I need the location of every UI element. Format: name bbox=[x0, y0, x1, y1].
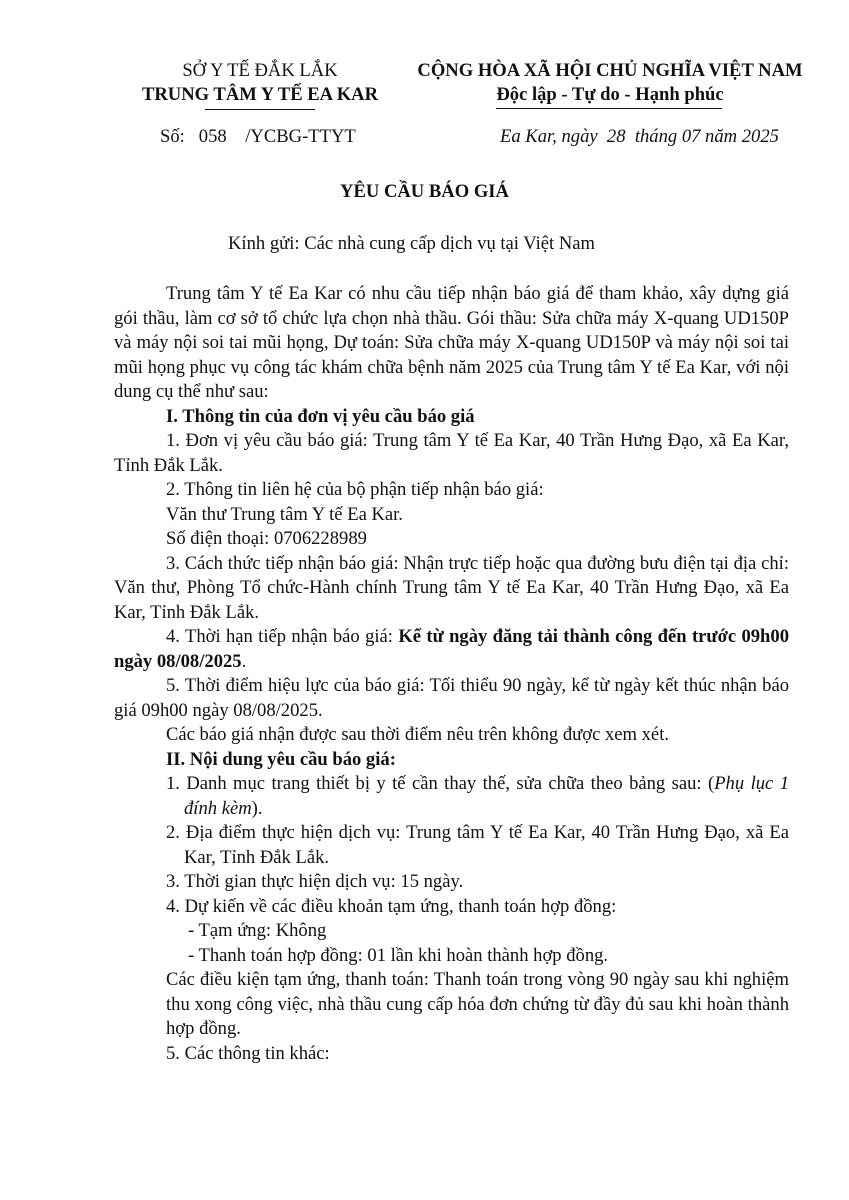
greeting: Kính gửi: Các nhà cung cấp dịch vụ tại Việt Nam bbox=[228, 233, 595, 254]
document-title: YÊU CẦU BÁO GIÁ bbox=[340, 181, 509, 202]
number-suffix: /YCBG-TTYT bbox=[245, 126, 356, 147]
item1-text: 1. Danh mục trang thiết bị y tế cần thay thế, sửa chữa theo bảng sau: ( bbox=[166, 773, 715, 794]
document-number bbox=[160, 125, 356, 150]
section1-item1: 1. Đơn vị yêu cầu báo giá: Trung tâm Y tế Ea Kar, 40 Trần Hưng Đạo, xã Ea Kar, Tỉnh Đắk Lắk. bbox=[114, 430, 789, 476]
document-date bbox=[500, 125, 779, 150]
item1-end: ). bbox=[251, 797, 263, 819]
date-prefix: Ea Kar, ngày bbox=[500, 126, 598, 147]
contact-name: Văn thư Trung tâm Y tế Ea Kar. bbox=[166, 503, 403, 525]
item4-deadline: Kể từ ngày đăng tải thành công đến trước 09h00 ngày 08/08/2025 bbox=[114, 626, 789, 672]
item1-appendix: Phụ lục 1 đính kèm bbox=[184, 773, 789, 819]
intro-paragraph: Trung tâm Y tế Ea Kar có nhu cầu tiếp nhận báo giá để tham khảo, xây dựng giá gói thầu, làm cơ sở tổ chức lựa chọn nhà thầu. Gói thầu: Sửa chữa máy X-quang UD150P và máy nội soi tai mũi họng, Dự toán: Sửa chữa máy X-quang UD150P và máy nội soi tai mũi họng phục vụ công tác khám chữa bệnh năm 2025 của Trung tâm Y tế Ea Kar, với nội dung cụ thể như sau: bbox=[114, 283, 789, 402]
section2-item5: 5. Các thông tin khác: bbox=[166, 1042, 330, 1064]
document-body bbox=[114, 282, 789, 1066]
late-quote-note: Các báo giá nhận được sau thời điểm nêu trên không được xem xét. bbox=[166, 724, 670, 745]
number-value: 058 bbox=[198, 126, 227, 147]
date-suffix: tháng 07 năm 2025 bbox=[634, 126, 779, 147]
item4-label: 4. Thời hạn tiếp nhận báo giá: bbox=[166, 626, 399, 647]
section1-item4 bbox=[114, 625, 789, 674]
contract-payment: - Thanh toán hợp đồng: 01 lần khi hoàn thành hợp đồng. bbox=[188, 944, 609, 966]
agency-underline bbox=[205, 109, 315, 110]
nation-name: CỘNG HÒA XÃ HỘI CHỦ NGHĨA VIỆT NAM bbox=[417, 60, 803, 81]
section2-item4: 4. Dự kiến về các điều khoản tạm ứng, thanh toán hợp đồng: bbox=[166, 895, 617, 917]
number-prefix: Số: bbox=[160, 126, 185, 147]
section2-item2: 2. Địa điểm thực hiện dịch vụ: Trung tâm Y tế Ea Kar, 40 Trần Hưng Đạo, xã Ea Kar, Tỉnh Đắk Lắk. bbox=[166, 822, 789, 868]
date-day: 28 bbox=[606, 126, 626, 147]
motto-underline bbox=[496, 108, 722, 109]
item4-end: . bbox=[241, 650, 247, 672]
section1-item2: 2. Thông tin liên hệ của bộ phận tiếp nhận báo giá: bbox=[166, 479, 544, 500]
section1-item3: 3. Cách thức tiếp nhận báo giá: Nhận trực tiếp hoặc qua đường bưu điện tại địa chỉ: Văn thư, Phòng Tổ chức-Hành chính Trung tâm Y tế Ea Kar, 40 Trần Hưng Đạo, xã Ea Kar, Tỉnh Đắk Lắk. bbox=[114, 552, 789, 623]
section2-item3: 3. Thời gian thực hiện dịch vụ: 15 ngày. bbox=[166, 871, 464, 892]
contact-phone: Số điện thoại: 0706228989 bbox=[166, 528, 367, 549]
section1-item5: 5. Thời điểm hiệu lực của báo giá: Tối thiểu 90 ngày, kể từ ngày kết thúc nhận báo giá 09h00 ngày 08/08/2025. bbox=[114, 675, 789, 721]
motto: Độc lập - Tự do - Hạnh phúc bbox=[496, 84, 724, 105]
section2-heading: II. Nội dung yêu cầu báo giá: bbox=[166, 748, 396, 770]
advance-payment: - Tạm ứng: Không bbox=[188, 920, 327, 941]
section1-heading: I. Thông tin của đơn vị yêu cầu báo giá bbox=[166, 405, 475, 427]
parent-agency: SỞ Y TẾ ĐẮK LẮK bbox=[182, 60, 338, 81]
payment-conditions: Các điều kiện tạm ứng, thanh toán: Thanh toán trong vòng 90 ngày sau khi nghiệm thu xong công việc, nhà thầu cung cấp hóa đơn chứng từ đầy đủ sau khi hoàn thành hợp đồng. bbox=[166, 969, 789, 1039]
agency-name: TRUNG TÂM Y TẾ EA KAR bbox=[141, 84, 379, 105]
section2-item1 bbox=[114, 772, 789, 821]
